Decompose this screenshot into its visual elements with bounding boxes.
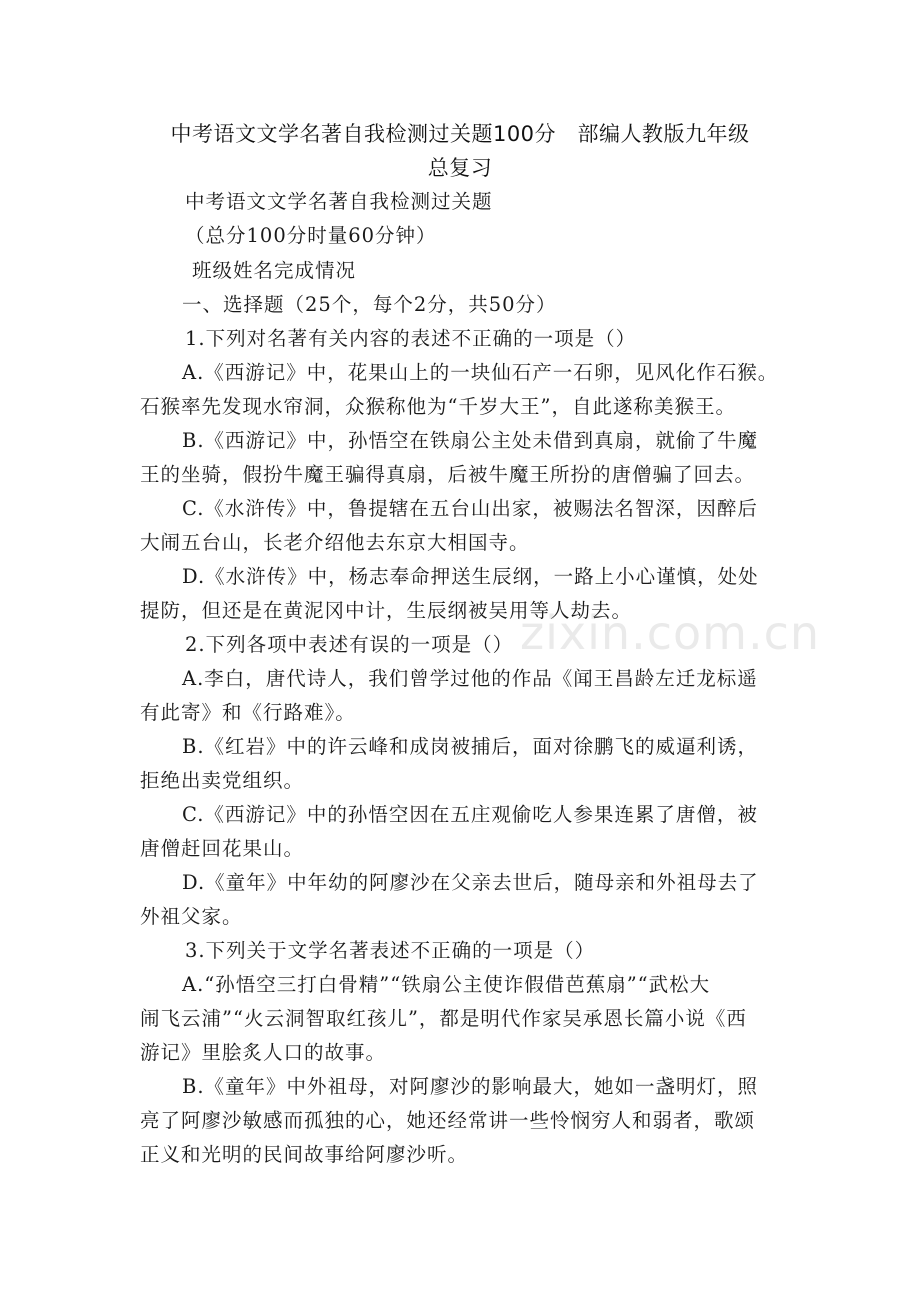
question-1-stem: 1.下列对名著有关内容的表述不正确的一项是（） [185,327,637,350]
question-2-option-c-cont: 唐僧赶回花果山。 [140,837,305,860]
question-1-option-d: D.《水浒传》中，杨志奉命押送生辰纲，一路上小心谨慎，处处 [182,565,759,588]
question-1-option-b-cont: 王的坐骑，假扮牛魔王骗得真扇，后被牛魔王所扮的唐僧骗了回去。 [140,463,756,486]
document-title-line2: 总复习 [427,156,493,180]
section-heading: 一、选择题（25个，每个2分，共50分） [182,293,557,316]
question-3-option-a-cont: 闹飞云浦”“火云洞智取红孩儿”，都是明代作家吴承恩长篇小说《西 [140,1007,747,1030]
question-1-option-c: C.《水浒传》中，鲁提辖在五台山出家，被赐法名智深，因醉后 [182,497,758,520]
subtitle: 中考语文文学名著自我检测过关题 [185,190,493,213]
question-1-option-b: B.《西游记》中，孙悟空在铁扇公主处未借到真扇，就偷了牛魔 [182,429,759,452]
question-1-option-d-cont: 提防，但还是在黄泥冈中计，生辰纲被吴用等人劫去。 [140,599,633,622]
document-title-line1: 中考语文文学名著自我检测过关题100分 部编人教版九年级 [170,122,750,146]
score-info: （总分100分时量60分钟） [185,224,437,247]
question-2-option-a: A.李白，唐代诗人，我们曾学过他的作品《闻王昌龄左迁龙标遥 [182,667,758,690]
question-1-option-c-cont: 大闹五台山，长老介绍他去东京大相国寺。 [140,531,530,554]
question-3-stem: 3.下列关于文学名著表述不正确的一项是（） [185,939,596,962]
question-3-option-b: B.《童年》中外祖母，对阿廖沙的影响最大，她如一盏明灯，照 [182,1075,759,1098]
question-2-option-b: B.《红岩》中的许云峰和成岗被捕后，面对徐鹏飞的威逼利诱， [182,735,759,758]
question-2-option-c: C.《西游记》中的孙悟空因在五庄观偷吃人参果连累了唐僧，被 [182,803,758,826]
question-3-option-a: A.“孙悟空三打白骨精”“铁扇公主使诈假借芭蕉扇”“武松大 [182,973,711,996]
question-2-option-a-cont: 有此寄》和《行路难》。 [140,701,356,724]
question-3-option-b-cont: 亮了阿廖沙敏感而孤独的心，她还经常讲一些怜悯穷人和弱者，歌颂 [140,1109,756,1132]
class-info: 班级姓名完成情况 [192,259,357,282]
question-2-option-d: D.《童年》中年幼的阿廖沙在父亲去世后，随母亲和外祖母去了 [182,871,759,894]
question-2-option-d-cont: 外祖父家。 [140,905,243,928]
question-1-option-a: A.《西游记》中，花果山上的一块仙石产一石卵，见风化作石猴。 [182,361,779,384]
question-2-stem: 2.下列各项中表述有误的一项是（） [185,633,514,656]
question-1-option-a-cont: 石猴率先发现水帘洞，众猴称他为“千岁大王”，自此遂称美猴王。 [140,395,736,418]
watermark: zixin.com.cn [520,606,821,660]
question-3-option-b-cont2: 正义和光明的民间故事给阿廖沙听。 [140,1143,469,1166]
question-3-option-a-cont2: 游记》里脍炙人口的故事。 [140,1041,387,1064]
question-2-option-b-cont: 拒绝出卖党组织。 [140,769,305,792]
